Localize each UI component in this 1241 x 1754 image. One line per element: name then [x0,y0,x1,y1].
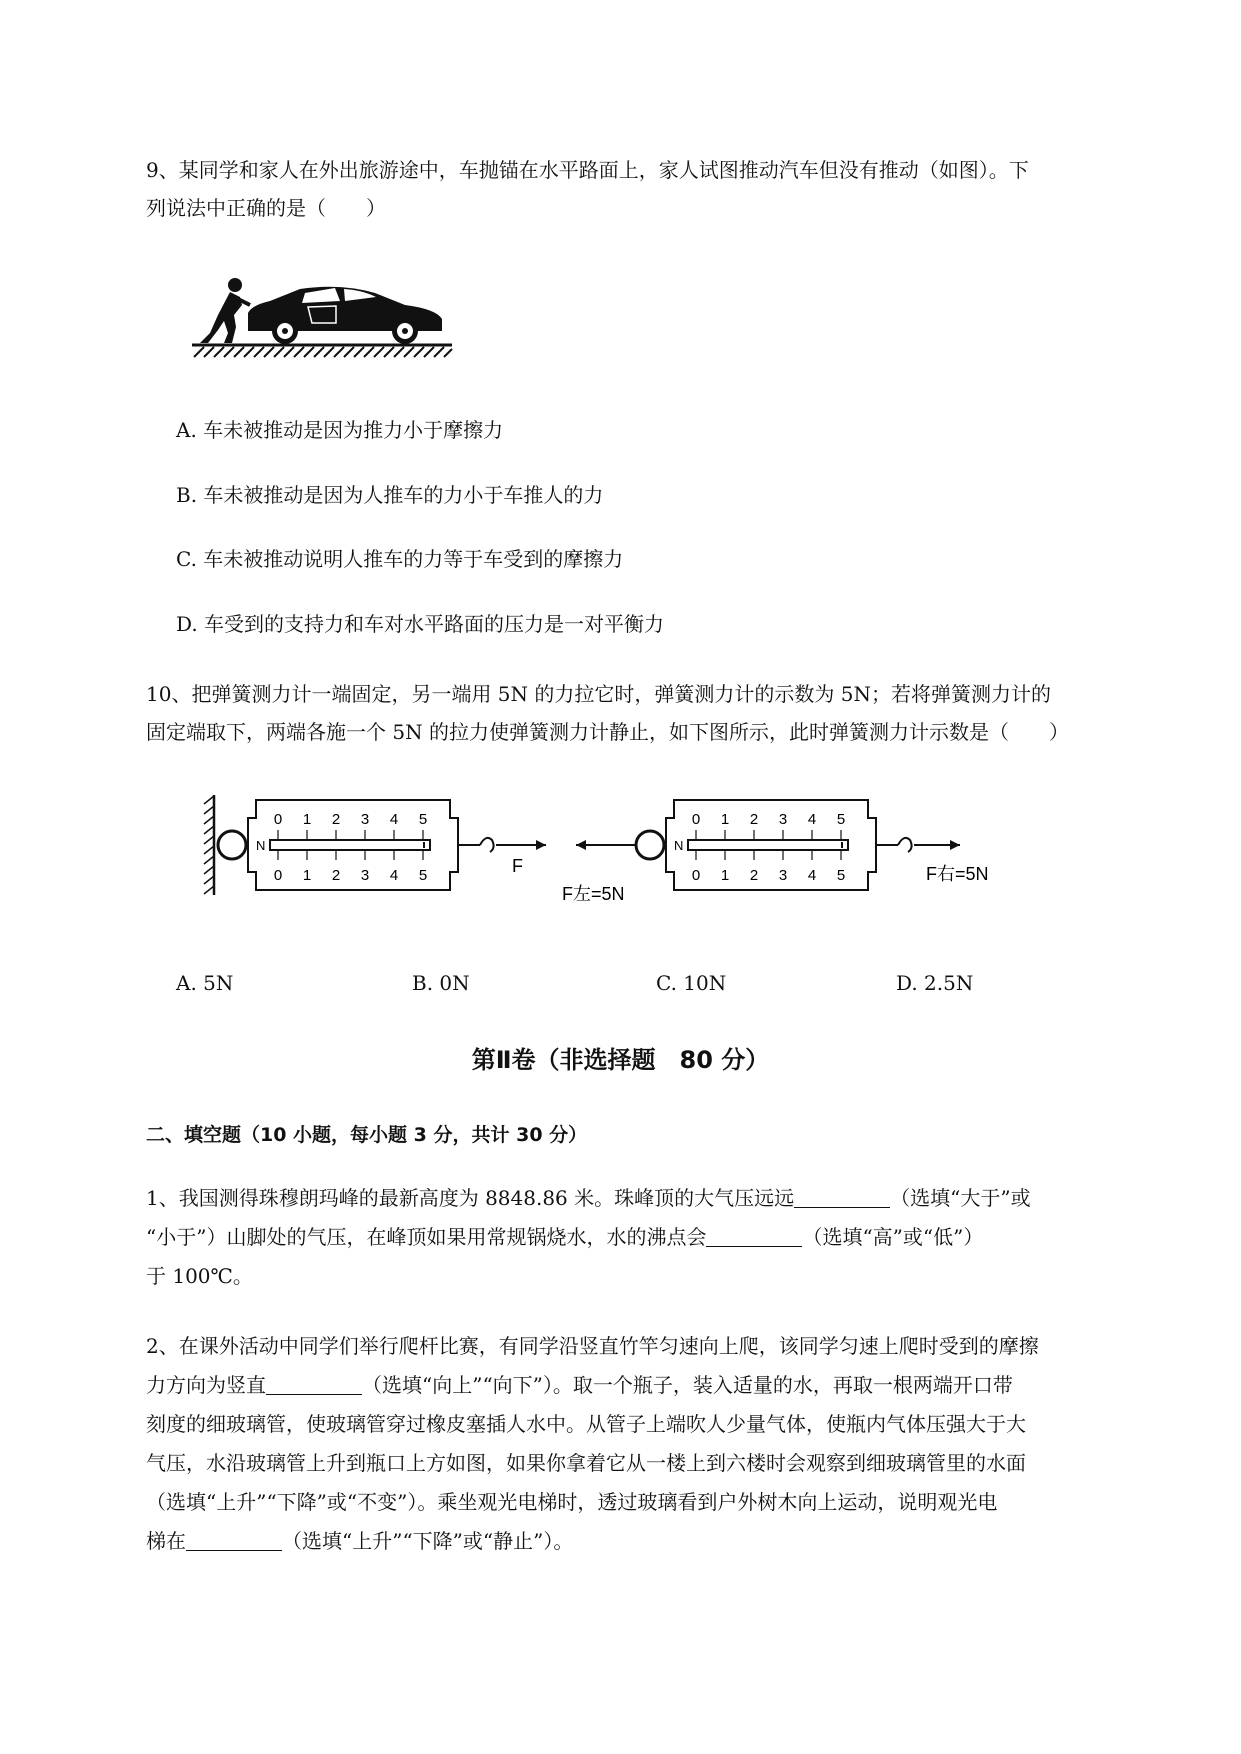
scale-2-top-tick-1: 1 [720,811,730,828]
scale-1-unit: N [256,838,266,853]
fill1-text-d: （选填“高”或“低”） [802,1225,984,1249]
fill2-text-b: 力方向为竖直 [146,1373,266,1397]
scale-1-top-tick-0: 0 [273,811,283,828]
fill2-line1: 2、在课外活动中同学们举行爬杆比赛，有同学沿竖直竹竿匀速向上爬，该同学匀速上爬时受到的摩擦 [146,1334,1039,1358]
scale-1-top-tick-2: 2 [331,811,341,828]
q10-option-b[interactable]: B. 0N [412,971,470,995]
force-label-f: F [512,856,523,876]
q10-option-c[interactable]: C. 10N [656,971,727,995]
q10-stem-line1: 10、把弹簧测力计一端固定，另一端用 5N 的力拉它时，弹簧测力计的示数为 5N；若将弹簧测力计的 [146,682,1051,706]
q10-option-a[interactable]: A. 5N [176,971,234,995]
scale-1-top-tick-4: 4 [389,811,399,828]
fill2-text-g: 梯在 [146,1529,186,1553]
q9-stem-line2: 列说法中正确的是（ ） [146,196,386,220]
fill1-blank-2[interactable] [706,1224,802,1247]
fill2-line5: （选填“上升”“下降”或“不变”）。乘坐观光电梯时，透过玻璃看到户外树木向上运动，说明观光电 [146,1490,998,1514]
force-label-left: F左=5N [562,884,625,904]
scale-1-top-tick-3: 3 [360,811,370,828]
fill2-text-h: （选填“上升”“下降”或“静止”）。 [282,1529,574,1553]
scale-2-top-tick-5: 5 [836,811,846,828]
scale-2-top-tick-3: 3 [778,811,788,828]
scale-1-bottom-tick-1: 1 [302,867,312,884]
spring-scale-2 [562,800,989,904]
spring-scale-1 [218,800,546,890]
scale-2-bottom-tick-2: 2 [749,867,759,884]
scale-2-top-tick-0: 0 [691,811,701,828]
spring-scale-figure [200,790,1000,915]
q9-option-d[interactable]: D. 车受到的支持力和车对水平路面的压力是一对平衡力 [176,612,665,636]
force-label-right: F右=5N [926,864,989,884]
fill1-text-a: 1、我国测得珠穆朗玛峰的最新高度为 8848.86 米。珠峰顶的大气压远远 [146,1186,795,1210]
section-subtitle: 二、填空题（10 小题，每小题 3 分，共计 30 分） [146,1124,588,1146]
fill2-line3: 刻度的细玻璃管，使玻璃管穿过橡皮塞插人水中。从管子上端吹人少量气体，使瓶内气体压强大于大 [146,1412,1026,1436]
q9-stem-line1: 9、某同学和家人在外出旅游途中，车抛锚在水平路面上，家人试图推动汽车但没有推动（如图）。下 [146,158,1029,182]
section-title: 第Ⅱ卷（非选择题 80 分） [471,1046,770,1074]
q10-stem-line2: 固定端取下，两端各施一个 5N 的拉力使弹簧测力计静止，如下图所示，此时弹簧测力计示数是（ ） [146,720,1069,744]
q9-option-c[interactable]: C. 车未被推动说明人推车的力等于车受到的摩擦力 [176,547,624,571]
car-push-figure [190,275,455,360]
fill2-text-c: （选填“向上”“向下”）。取一个瓶子，装入适量的水，再取一根两端开口带 [362,1373,1013,1397]
fill1-text-c: “小于”）山脚处的气压，在峰顶如果用常规锅烧水，水的沸点会 [146,1225,707,1249]
scale-1-bottom-tick-4: 4 [389,867,399,884]
fill2-line4: 气压，水沿玻璃管上升到瓶口上方如图，如果你拿着它从一楼上到六楼时会观察到细玻璃管里的水面 [146,1451,1026,1475]
q9-option-a[interactable]: A. 车未被推动是因为推力小于摩擦力 [176,418,504,442]
scale-1-bottom-tick-3: 3 [360,867,370,884]
fill1-line1 [146,1180,1146,1216]
fill2-blank-1[interactable] [266,1372,362,1395]
fill1-line2 [146,1219,1146,1255]
scale-2-bottom-tick-5: 5 [836,867,846,884]
fill2-line6 [146,1523,1146,1559]
fill1-blank-1[interactable] [794,1185,890,1208]
scale-2-unit: N [674,838,684,853]
scale-1-top-tick-5: 5 [418,811,428,828]
scale-2-bottom-tick-3: 3 [778,867,788,884]
fill1-text-b: （选填“大于”或 [890,1186,1031,1210]
scale-2-bottom-tick-4: 4 [807,867,817,884]
scale-2-top-tick-2: 2 [749,811,759,828]
scale-1-bottom-tick-2: 2 [331,867,341,884]
scale-1-bottom-tick-0: 0 [273,867,283,884]
fill2-line2 [146,1367,1146,1403]
scale-2-top-tick-4: 4 [807,811,817,828]
q9-option-b[interactable]: B. 车未被推动是因为人推车的力小于车推人的力 [176,483,604,507]
scale-2-bottom-tick-1: 1 [720,867,730,884]
scale-2-bottom-tick-0: 0 [691,867,701,884]
q10-option-d[interactable]: D. 2.5N [896,971,974,995]
fill2-blank-2[interactable] [186,1528,282,1551]
scale-1-bottom-tick-5: 5 [418,867,428,884]
scale-1-top-tick-1: 1 [302,811,312,828]
fill1-line3: 于 100℃。 [146,1264,253,1288]
